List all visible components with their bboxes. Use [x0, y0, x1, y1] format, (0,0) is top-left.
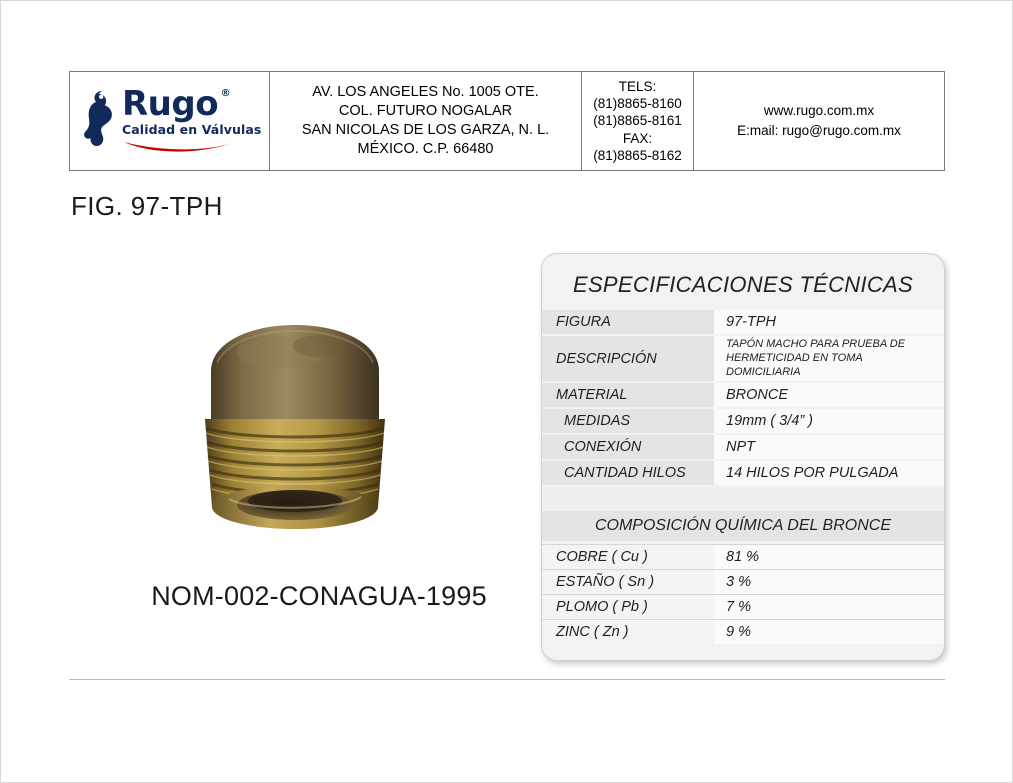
address-line: COL. FUTURO NOGALAR — [338, 103, 513, 120]
figure-title: FIG. 97-TPH — [71, 191, 223, 221]
spec-key: MEDIDAS — [542, 409, 714, 433]
spec-key: MATERIAL — [542, 383, 714, 407]
address-line: AV. LOS ANGELES No. 1005 OTE. — [312, 84, 539, 101]
spec-row — [542, 310, 944, 334]
chem-row — [542, 594, 944, 619]
company-address-cell — [270, 72, 582, 170]
chem-row — [542, 544, 944, 569]
spec-value: 14 HILOS POR PULGADA — [714, 461, 944, 485]
chem-value: 3 % — [714, 570, 944, 594]
spec-row — [542, 461, 944, 485]
chem-value: 81 % — [714, 545, 944, 569]
registered-mark: ® — [220, 88, 231, 100]
spec-value: TAPÓN MACHO PARA PRUEBA DE HERMETICIDAD EN TOMA DOMICILIARIA — [714, 336, 944, 381]
website-url[interactable]: www.rugo.com.mx — [763, 103, 875, 119]
brand-tagline: Calidad en Válvulas — [122, 122, 262, 138]
product-photo — [169, 301, 459, 569]
chem-key: PLOMO ( Pb ) — [542, 595, 714, 619]
chem-value: 9 % — [714, 620, 944, 644]
phone-line: FAX: — [622, 130, 653, 146]
company-web-cell — [694, 72, 944, 170]
phone-line: (81)8865-8161 — [593, 113, 682, 129]
address-line: MÉXICO. C.P. 66480 — [357, 140, 494, 157]
spec-key: CONEXIÓN — [542, 435, 714, 459]
spec-value: 19mm ( 3/4” ) — [714, 409, 944, 433]
chem-key: ESTAÑO ( Sn ) — [542, 570, 714, 594]
phone-line: TELS: — [618, 78, 657, 94]
logo-text — [122, 84, 262, 155]
chem-row — [542, 619, 944, 644]
brand-label: Rugo — [122, 84, 219, 125]
phone-line: (81)8865-8162 — [593, 147, 682, 163]
address-line: SAN NICOLAS DE LOS GARZA, N. L. — [301, 122, 550, 138]
spec-row — [542, 336, 944, 381]
company-phones-cell — [582, 72, 694, 170]
spec-value: 97-TPH — [714, 310, 944, 334]
logo-wrap — [70, 84, 269, 155]
chem-key: COBRE ( Cu ) — [542, 545, 714, 569]
spec-key: DESCRIPCIÓN — [542, 336, 714, 381]
technical-specifications-panel — [541, 253, 945, 661]
footer-divider — [69, 679, 945, 680]
spec-key: CANTIDAD HILOS — [542, 461, 714, 485]
spec-value: NPT — [714, 435, 944, 459]
company-logo-cell — [70, 72, 270, 170]
swoosh-icon — [122, 139, 242, 155]
phone-line: (81)8865-8160 — [593, 96, 682, 112]
spec-divider — [542, 487, 944, 509]
norm-label: NOM-002-CONAGUA-1995 — [151, 581, 487, 611]
chem-key: ZINC ( Zn ) — [542, 620, 714, 644]
brand-name — [122, 84, 231, 125]
spec-panel-title: ESPECIFICACIONES TÉCNICAS — [572, 272, 913, 297]
spec-key: FIGURA — [542, 310, 714, 334]
spec-row — [542, 409, 944, 433]
spec-value: BRONCE — [714, 383, 944, 407]
seahorse-icon — [82, 88, 116, 150]
email-address[interactable]: E:mail: rugo@rugo.com.mx — [737, 123, 901, 138]
spec-row — [542, 435, 944, 459]
spec-row — [542, 383, 944, 407]
chemical-composition-title: COMPOSICIÓN QUÍMICA DEL BRONCE — [542, 511, 944, 541]
chem-row — [542, 569, 944, 594]
document-header — [69, 71, 945, 171]
chem-value: 7 % — [714, 595, 944, 619]
